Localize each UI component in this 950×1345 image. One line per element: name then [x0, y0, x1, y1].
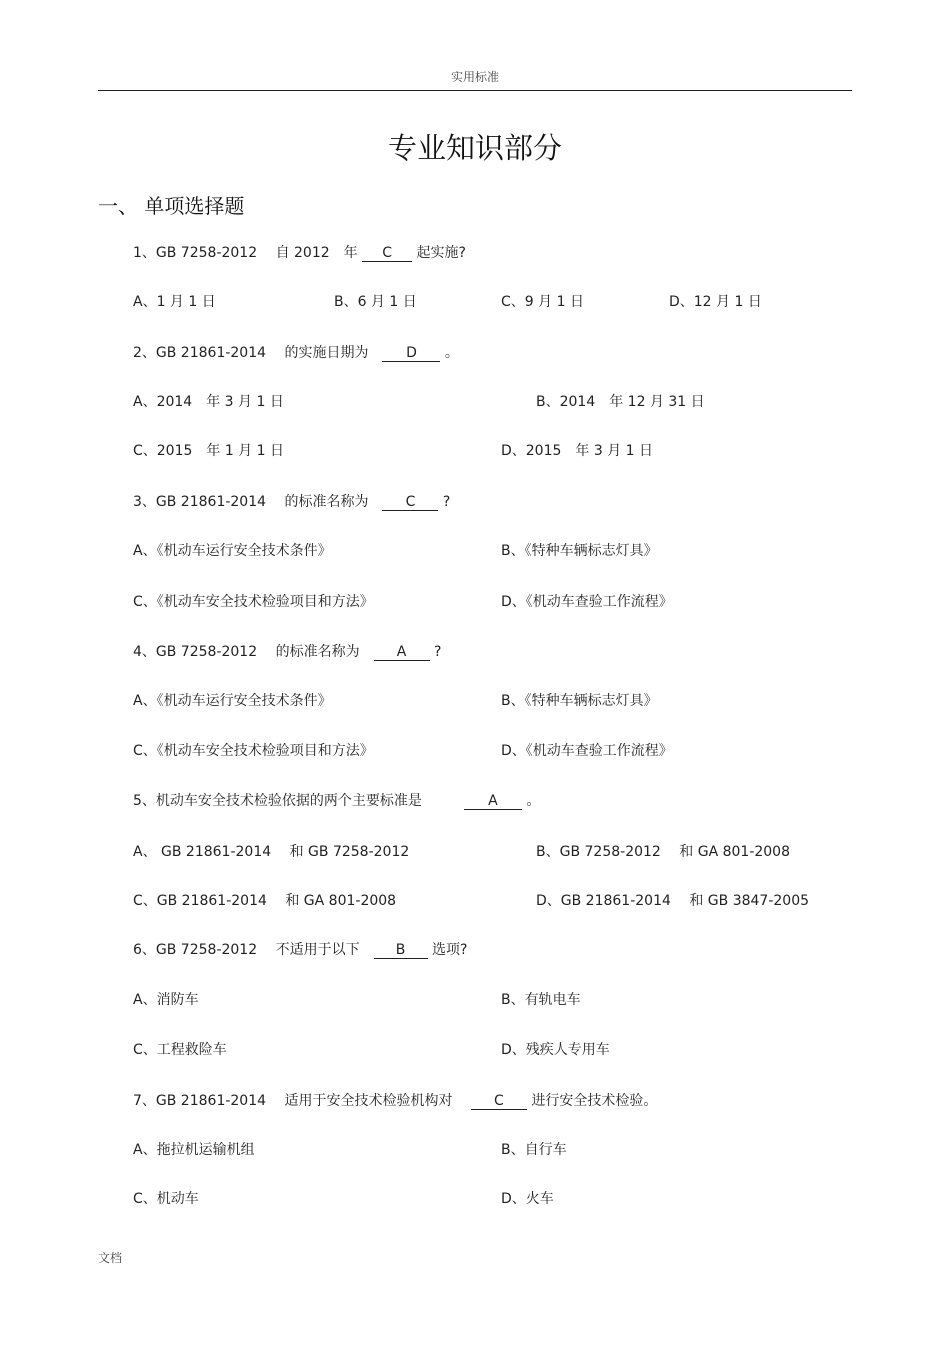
- answer-blank: C: [382, 494, 438, 511]
- option-a: A、 GB 21861-2014 和 GB 7258-2012: [133, 844, 410, 860]
- question-suffix: 。: [440, 345, 459, 361]
- question-3: [133, 493, 450, 511]
- question-suffix: 进行安全技术检验。: [526, 1093, 658, 1109]
- option-a: A、2014 年 3 月 1 日: [133, 394, 284, 410]
- question-suffix: ?: [429, 644, 442, 660]
- option-d: D、残疾人专用车: [501, 1042, 610, 1058]
- option-d: D、12 月 1 日: [669, 294, 762, 310]
- question-text: 6、GB 7258-2012 不适用于以下: [133, 942, 374, 958]
- page-title: 专业知识部分: [387, 131, 562, 165]
- option-d: D、《机动车查验工作流程》: [501, 594, 673, 610]
- question-text: 4、GB 7258-2012 的标准名称为: [133, 644, 374, 660]
- question-suffix: ?: [438, 494, 451, 510]
- option-b: B、自行车: [501, 1142, 567, 1158]
- answer-blank: C: [362, 245, 412, 262]
- option-b: B、6 月 1 日: [334, 294, 417, 310]
- option-a: A、拖拉机运输机组: [133, 1142, 255, 1158]
- section-heading: 一、 单项选择题: [98, 194, 245, 218]
- header-divider: [98, 90, 852, 91]
- page-footer: 文档: [98, 1251, 123, 1265]
- question-text: 1、GB 7258-2012 自 2012 年: [133, 245, 363, 261]
- question-suffix: 。: [521, 793, 541, 809]
- question-4: [133, 643, 441, 661]
- option-a: A、1 月 1 日: [133, 294, 216, 310]
- option-b: B、有轨电车: [501, 992, 581, 1008]
- question-text: 2、GB 21861-2014 的实施日期为: [133, 345, 383, 361]
- option-d: D、2015 年 3 月 1 日: [501, 443, 654, 459]
- option-c: C、《机动车安全技术检验项目和方法》: [133, 594, 374, 610]
- question-5: [133, 792, 540, 810]
- option-c: C、GB 21861-2014 和 GA 801-2008: [133, 893, 397, 909]
- page-header: 实用标准: [450, 70, 499, 84]
- option-a: A、《机动车运行安全技术条件》: [133, 693, 332, 709]
- option-c: C、9 月 1 日: [501, 294, 584, 310]
- question-text: 3、GB 21861-2014 的标准名称为: [133, 494, 383, 510]
- option-d: D、GB 21861-2014 和 GB 3847-2005: [536, 893, 810, 909]
- option-b: B、《特种车辆标志灯具》: [501, 693, 658, 709]
- option-a: A、《机动车运行安全技术条件》: [133, 543, 332, 559]
- question-suffix: 起实施?: [412, 245, 466, 261]
- answer-blank: D: [382, 345, 440, 362]
- option-c: C、2015 年 1 月 1 日: [133, 443, 285, 459]
- answer-blank: C: [471, 1093, 527, 1110]
- option-b: B、2014 年 12 月 31 日: [536, 394, 705, 410]
- question-6: [133, 941, 467, 959]
- option-b: B、《特种车辆标志灯具》: [501, 543, 658, 559]
- option-a: A、消防车: [133, 992, 199, 1008]
- option-d: D、火车: [501, 1191, 554, 1207]
- answer-blank: B: [374, 942, 428, 959]
- option-d: D、《机动车查验工作流程》: [501, 743, 673, 759]
- answer-blank: A: [464, 793, 522, 810]
- question-7: [133, 1092, 657, 1110]
- answer-blank: A: [374, 644, 430, 661]
- option-b: B、GB 7258-2012 和 GA 801-2008: [536, 844, 790, 860]
- question-text: 7、GB 21861-2014 适用于安全技术检验机构对: [133, 1093, 471, 1109]
- option-c: C、机动车: [133, 1191, 199, 1207]
- option-c: C、《机动车安全技术检验项目和方法》: [133, 743, 374, 759]
- question-1: [133, 244, 466, 262]
- option-c: C、工程救险车: [133, 1042, 227, 1058]
- question-text: 5、机动车安全技术检验依据的两个主要标准是: [133, 793, 464, 809]
- question-2: [133, 344, 459, 362]
- question-suffix: 选项?: [427, 942, 468, 958]
